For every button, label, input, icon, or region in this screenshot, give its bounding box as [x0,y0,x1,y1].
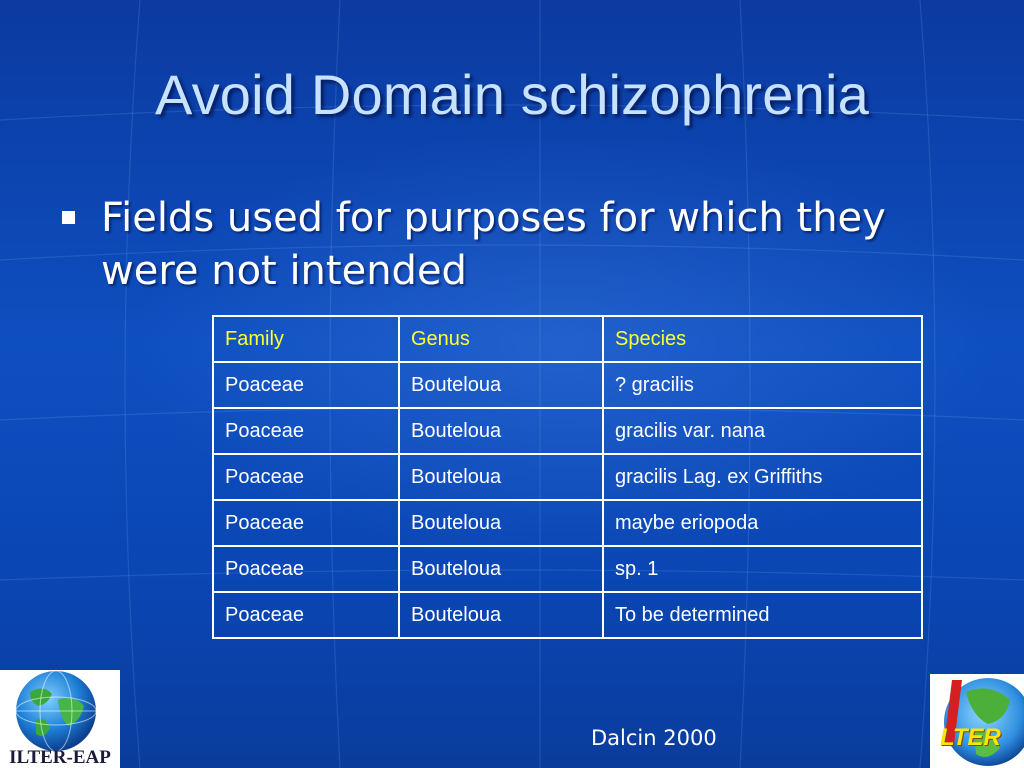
cell-family: Poaceae [213,500,399,546]
header-genus: Genus [399,316,603,362]
lter-logo [930,674,1024,768]
cell-species: gracilis Lag. ex Griffiths [603,454,922,500]
taxonomy-table [212,315,923,639]
cell-genus: Bouteloua [399,500,603,546]
table-row [213,592,922,638]
cell-family: Poaceae [213,362,399,408]
bullet-text: Fields used for purposes for which they were not intended [101,195,886,294]
cell-genus: Bouteloua [399,362,603,408]
footer-credit: Dalcin 2000 [591,726,717,750]
cell-species: gracilis var. nana [603,408,922,454]
header-species: Species [603,316,922,362]
square-bullet-icon [62,211,75,224]
cell-genus: Bouteloua [399,454,603,500]
cell-species: ? gracilis [603,362,922,408]
cell-genus: Bouteloua [399,592,603,638]
cell-family: Poaceae [213,454,399,500]
ilter-eap-logo [0,670,120,768]
cell-family: Poaceae [213,592,399,638]
cell-species: To be determined [603,592,922,638]
table-header-row [213,316,922,362]
bullet-item [62,192,942,298]
cell-family: Poaceae [213,408,399,454]
table-row [213,500,922,546]
table-row [213,362,922,408]
table-row [213,454,922,500]
cell-species: maybe eriopoda [603,500,922,546]
ilter-eap-caption: ILTER-EAP [9,747,111,768]
table-row [213,546,922,592]
cell-genus: Bouteloua [399,408,603,454]
table-row [213,408,922,454]
cell-family: Poaceae [213,546,399,592]
cell-genus: Bouteloua [399,546,603,592]
slide-title: Avoid Domain schizophrenia [155,63,869,126]
lter-caption: LTER [940,724,1001,751]
cell-species: sp. 1 [603,546,922,592]
lter-globe-icon [930,674,1024,768]
header-family: Family [213,316,399,362]
